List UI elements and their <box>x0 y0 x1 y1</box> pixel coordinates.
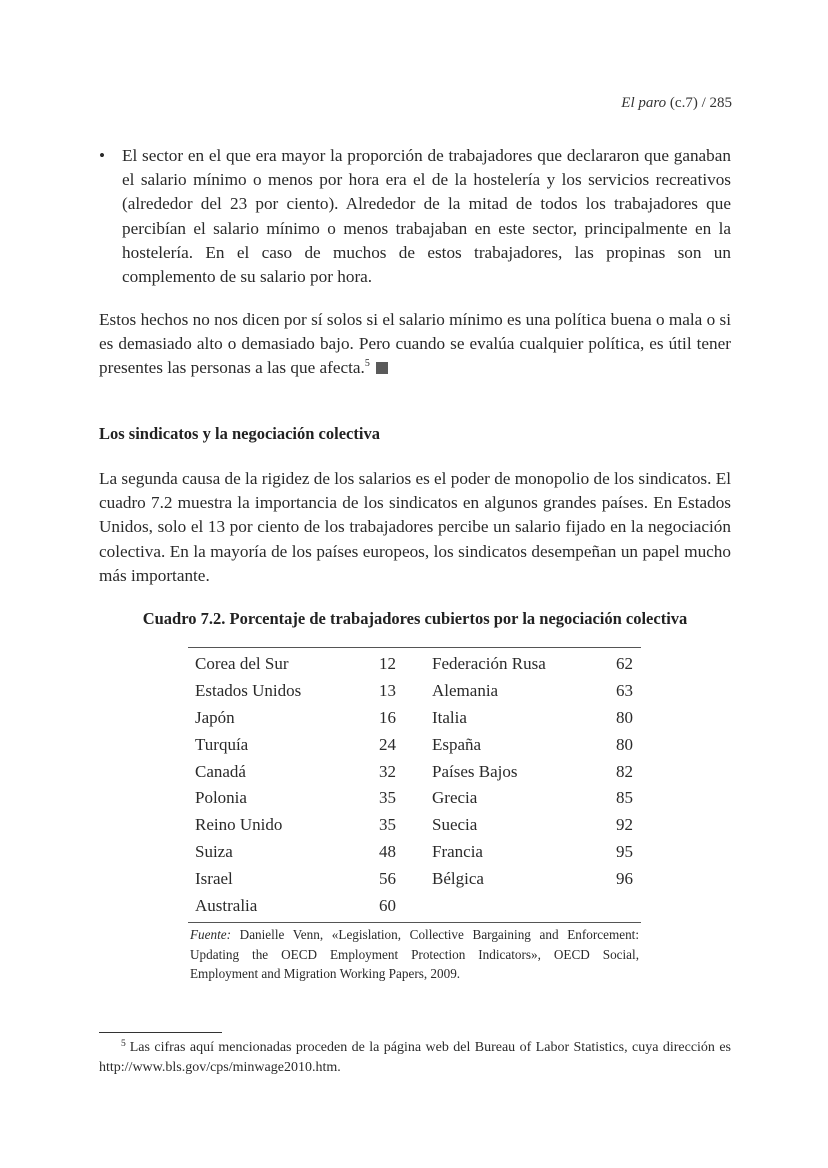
country-cell: Canadá <box>195 761 246 781</box>
section-paragraph: La segunda causa de la rigidez de los salarios es el poder de monopolio de los sindicatos. El cuadro 7.2 muestra la importancia de los sindicatos en algunos grandes países. En Estados Unidos, solo el 13 por ciento de los trabajadores percibe un salario fijado en la negociación colectiva. En la mayoría de los países europeos, los sindicatos desempeñan un papel mucho más importante. <box>99 469 731 585</box>
footnote-number: 5 <box>121 1039 126 1049</box>
country-cell: Francia <box>432 842 483 862</box>
table-row <box>188 866 641 893</box>
value-cell: 95 <box>616 842 633 862</box>
source-label: Fuente: <box>190 927 232 942</box>
bullet-icon: • <box>99 146 106 165</box>
value-cell: 12 <box>379 654 396 673</box>
collective-bargaining-table <box>188 647 641 923</box>
value-cell: 56 <box>379 869 396 889</box>
footnote-divider <box>99 1032 222 1033</box>
country-cell: Suiza <box>195 842 233 862</box>
value-cell: 35 <box>379 788 396 808</box>
value-cell: 24 <box>379 734 396 754</box>
paragraph-summary <box>99 308 731 381</box>
value-cell: 80 <box>616 734 633 754</box>
country-cell: Estados Unidos <box>195 680 302 700</box>
country-cell: Japón <box>195 707 235 727</box>
value-cell: 35 <box>379 815 396 835</box>
country-cell: Países Bajos <box>432 761 518 781</box>
country-cell: Grecia <box>432 788 478 808</box>
table-row <box>188 651 641 678</box>
source-text: Danielle Venn, «Legislation, Collective Bargaining and Enforcement: Updating the OECD Employment Protection Indicators», OECD Social, Employment and Migration Working Papers, 2009. <box>190 927 639 981</box>
value-cell: 92 <box>616 815 633 835</box>
value-cell: 16 <box>379 707 396 727</box>
running-head <box>621 95 732 112</box>
value-cell: 48 <box>379 842 396 862</box>
value-cell: 13 <box>379 680 396 700</box>
value-cell: 63 <box>616 680 633 700</box>
country-cell: Australia <box>195 896 258 916</box>
value-cell: 62 <box>616 654 633 673</box>
country-cell: Polonia <box>195 788 247 808</box>
table-row <box>188 705 641 732</box>
value-cell: 80 <box>616 707 633 727</box>
table-row <box>188 678 641 705</box>
country-cell: Reino Unido <box>195 815 283 835</box>
page-number: 285 <box>709 95 732 111</box>
country-cell: España <box>432 734 482 754</box>
table-row <box>188 893 641 920</box>
footnote-reference[interactable]: 5 <box>364 358 370 370</box>
country-cell: Corea del Sur <box>195 654 289 673</box>
country-cell: Turquía <box>195 734 249 754</box>
value-cell: 60 <box>379 896 396 916</box>
value-cell: 32 <box>379 761 396 781</box>
paragraph-text: Estos hechos no nos dicen por sí solos si el salario mínimo es una política buena o mala o si es demasiado alto o demasiado bajo. Pero cuando se evalúa cualquier política, es útil tener presentes las personas a las que afecta. <box>99 310 731 378</box>
table-source-note <box>190 925 639 984</box>
running-head-title: El paro <box>621 95 667 111</box>
bullet-text: El sector en el que era mayor la proporción de trabajadores que declararon que ganaban el salario mínimo o menos por hora era el de la hostelería y los servicios recreativos (alrededor del 23 por ciento). Alrededor de la mitad de todos los trabajadores que percibían el salario mínimo o menos trabajaban en este sector, principalmente en la hostelería. En el caso de muchos de estos trabajadores, las propinas son un complemento de su salario por hora. <box>122 146 731 287</box>
running-head-separator: / <box>697 95 710 111</box>
table-row <box>188 732 641 759</box>
country-cell: Italia <box>432 707 467 727</box>
value-cell: 82 <box>616 761 633 781</box>
table-row <box>188 812 641 839</box>
section-heading: Los sindicatos y la negociación colectiva <box>99 424 380 443</box>
country-cell: Suecia <box>432 815 478 835</box>
country-cell: Federación Rusa <box>432 654 546 673</box>
table-row <box>188 839 641 866</box>
end-of-section-square-icon <box>376 362 388 374</box>
table-row <box>188 759 641 786</box>
running-head-chapter: (c.7) <box>666 95 698 111</box>
table-row <box>188 785 641 812</box>
value-cell: 85 <box>616 788 633 808</box>
country-cell: Alemania <box>432 680 499 700</box>
country-cell: Israel <box>195 869 233 889</box>
footnote <box>99 1038 731 1077</box>
value-cell: 96 <box>616 869 633 889</box>
footnote-text: Las cifras aquí mencionadas proceden de la página web del Bureau of Labor Statistics, cuya dirección es http://www.bls.gov/cps/minwage2010.htm. <box>99 1040 731 1075</box>
country-cell: Bélgica <box>432 869 484 889</box>
table-caption: Cuadro 7.2. Porcentaje de trabajadores cubiertos por la negociación colectiva <box>142 609 688 628</box>
